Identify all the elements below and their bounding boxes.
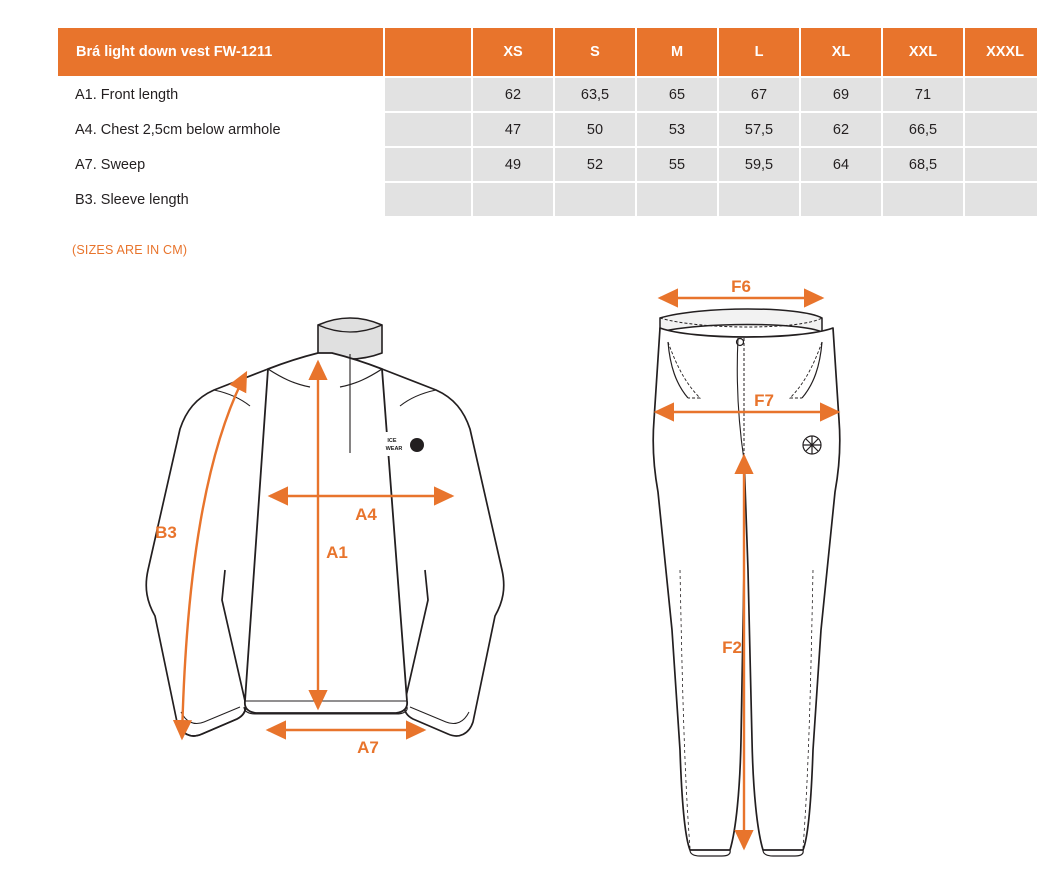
dimension-label-a7: A7: [357, 738, 379, 757]
table-title: Brá light down vest FW-1211: [57, 27, 384, 77]
dimension-label-a4: A4: [355, 505, 377, 524]
cell-a4-l: 57,5: [718, 112, 800, 147]
row-blank-a1: [384, 77, 472, 112]
torso: [245, 353, 407, 713]
column-header-xxxl: XXXL: [964, 27, 1037, 77]
garment-illustrations: [0, 270, 1037, 890]
left-leg-hem: [690, 850, 730, 856]
cell-b3-m: [636, 182, 718, 217]
column-header-xs: XS: [472, 27, 554, 77]
table-header-row: [57, 27, 1037, 77]
cell-a7-s: 52: [554, 147, 636, 182]
trousers-illustration: [653, 277, 840, 856]
brand-name-line2: WEAR: [385, 446, 403, 452]
cell-b3-xxl: [882, 182, 964, 217]
trousers-body: [653, 328, 840, 850]
cell-a7-m: 55: [636, 147, 718, 182]
brand-logo: [379, 432, 435, 456]
row-blank-a4: [384, 112, 472, 147]
cell-a1-s: 63,5: [554, 77, 636, 112]
right-leg-hem: [763, 850, 803, 856]
brand-name-line1: ICE: [387, 438, 397, 444]
cell-a4-m: 53: [636, 112, 718, 147]
column-header-l: L: [718, 27, 800, 77]
cell-a4-xxxl: [964, 112, 1037, 147]
cell-a1-xl: 69: [800, 77, 882, 112]
size-chart-table: [56, 26, 1037, 218]
dimension-label-f7: F7: [754, 391, 774, 410]
row-label-b3: B3. Sleeve length: [57, 182, 384, 217]
dimension-label-a1: A1: [326, 543, 348, 562]
top-garment-illustration: [146, 318, 504, 757]
row-label-a7: A7. Sweep: [57, 147, 384, 182]
row-label-a1: A1. Front length: [57, 77, 384, 112]
cell-a4-xxl: 66,5: [882, 112, 964, 147]
cell-a7-xs: 49: [472, 147, 554, 182]
table-header-blank: [384, 27, 472, 77]
cell-b3-xxxl: [964, 182, 1037, 217]
table-row: [57, 147, 1037, 182]
cell-a1-m: 65: [636, 77, 718, 112]
cell-a1-xxxl: [964, 77, 1037, 112]
column-header-xl: XL: [800, 27, 882, 77]
cell-a7-xxl: 68,5: [882, 147, 964, 182]
cell-a7-xl: 64: [800, 147, 882, 182]
cell-a1-l: 67: [718, 77, 800, 112]
cell-b3-xl: [800, 182, 882, 217]
dimension-label-f2: F2: [722, 638, 742, 657]
cell-a4-xs: 47: [472, 112, 554, 147]
table-row: [57, 77, 1037, 112]
cell-a4-s: 50: [554, 112, 636, 147]
cell-b3-l: [718, 182, 800, 217]
trousers-brand-mark: [803, 436, 821, 454]
row-label-a4: A4. Chest 2,5cm below armhole: [57, 112, 384, 147]
column-header-m: M: [636, 27, 718, 77]
cell-a4-xl: 62: [800, 112, 882, 147]
cell-a1-xxl: 71: [882, 77, 964, 112]
cell-b3-s: [554, 182, 636, 217]
waistband: [660, 309, 822, 332]
units-note: (SIZES ARE IN CM): [72, 243, 188, 257]
dimension-label-b3: B3: [155, 523, 177, 542]
column-header-xxl: XXL: [882, 27, 964, 77]
table-row: [57, 112, 1037, 147]
brand-logo-bg: [379, 432, 435, 456]
cell-a1-xs: 62: [472, 77, 554, 112]
row-blank-b3: [384, 182, 472, 217]
column-header-s: S: [554, 27, 636, 77]
table-header: [57, 27, 1037, 77]
cell-b3-xs: [472, 182, 554, 217]
cell-a7-xxxl: [964, 147, 1037, 182]
table-row: [57, 182, 1037, 217]
dimension-label-f6: F6: [731, 277, 751, 296]
brand-mark-icon: [410, 438, 424, 452]
table-body: [57, 77, 1037, 217]
row-blank-a7: [384, 147, 472, 182]
cell-a7-l: 59,5: [718, 147, 800, 182]
